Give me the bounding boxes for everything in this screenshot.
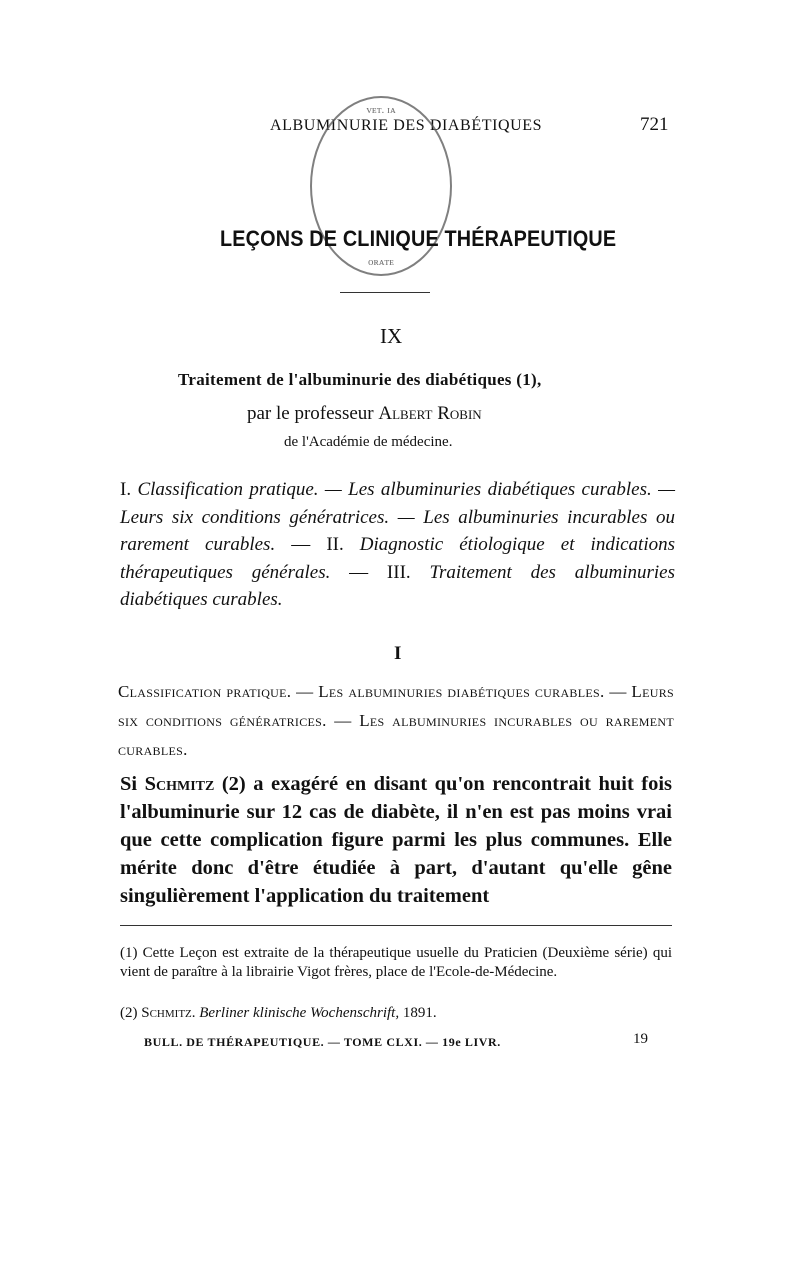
footnote-separator xyxy=(120,925,672,926)
author-affiliation: de l'Académie de médecine. xyxy=(284,434,453,450)
collection-title: LEÇONS DE CLINIQUE THÉRAPEUTIQUE xyxy=(220,226,617,251)
summary-part-1: Classification pratique. — Les albuminuries diabétiques curables. — Leurs six conditions génératrices. — Les albuminuries incurables ou rarement curables. xyxy=(120,479,675,555)
summary-part-3: Traitement des albuminuries diabétiques curables. xyxy=(120,561,675,610)
bulletin-footer: BULL. DE THÉRAPEUTIQUE. — TOME CLXI. — 19e LIVR. xyxy=(144,1035,501,1049)
lesson-title: Traitement de l'albuminurie des diabétiques (1), xyxy=(178,370,542,389)
summary-part-2: Diagnostic étiologique et indications thérapeutiques générales. xyxy=(120,534,675,583)
footnote-2-year: 1891. xyxy=(402,1005,437,1021)
footnote-2-journal: Berliner klinische Wochenschrift, xyxy=(199,1005,400,1021)
summary-part-3-number: — III. xyxy=(349,561,411,583)
summary-part-1-number: I. xyxy=(120,479,132,500)
footnote-2-author: Schmitz. xyxy=(141,1005,196,1021)
stamp-text-top: ᴠᴇᴛ. ɪᴀ xyxy=(366,104,396,116)
title-rule xyxy=(340,292,430,293)
stamp-text-bottom: ᴏʀᴀᴛᴇ xyxy=(367,256,395,268)
cited-author: Schmitz xyxy=(144,773,215,795)
section-number: I xyxy=(394,643,402,664)
byline-prefix: par le professeur xyxy=(247,403,374,424)
page-number: 721 xyxy=(640,114,669,135)
lesson-number: IX xyxy=(380,324,403,348)
lesson-summary xyxy=(120,476,675,614)
body-paragraph xyxy=(120,770,672,910)
footnote-2-number: (2) xyxy=(120,1005,138,1021)
signature-mark: 19 xyxy=(633,1031,648,1047)
author-name: Albert Robin xyxy=(378,403,482,424)
byline xyxy=(247,403,482,425)
running-head: ALBUMINURIE DES DIABÉTIQUES xyxy=(270,117,543,134)
body-text-after: (2) a exagéré en disant qu'on rencontrait huit fois l'albuminurie sur 12 cas de diabète, il n'en est pas moins vrai que cette complication figure parmi les plus communes. Elle mérite donc d'être étudiée à part, d'autant qu'elle gêne singulièrement l'application du traitement xyxy=(120,773,673,907)
section-heading: Classification pratique. — Les albuminuries diabétiques curables. — Leurs six conditions génératrices. — Les albuminuries incurables ou rarement curables. xyxy=(118,682,674,759)
footnote-2 xyxy=(120,1004,672,1023)
body-text-before: Si xyxy=(120,773,138,795)
footnote-1: (1) Cette Leçon est extraite de la thérapeutique usuelle du Praticien (Deuxième série) qui vient de paraître à la librairie Vigot frères, place de l'Ecole-de-Médecine. xyxy=(120,945,672,980)
summary-part-2-number: — II. xyxy=(291,534,344,555)
